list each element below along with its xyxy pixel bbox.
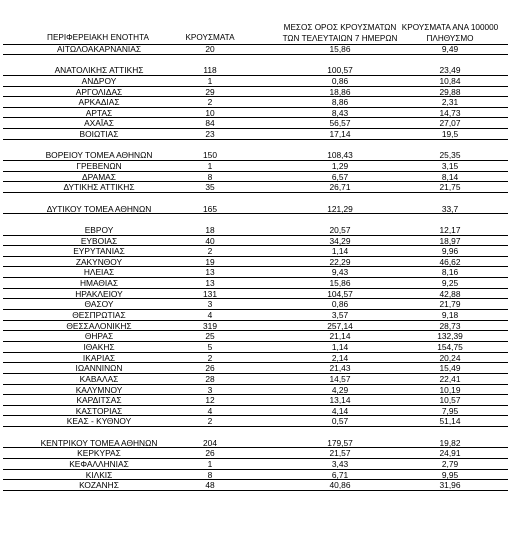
table-row (0, 416, 513, 427)
table-body (0, 44, 513, 491)
cases-cell: 29 (205, 86, 215, 97)
table-row (0, 448, 513, 459)
avg-cell: 15,86 (329, 278, 351, 289)
region-cell: ΔΥΤΙΚΗΣ ΑΤΤΙΚΗΣ (63, 182, 135, 193)
per-100000-cell: 21,79 (439, 299, 461, 310)
avg-cell: 3,43 (331, 458, 349, 469)
avg-cell: 26,71 (329, 182, 351, 193)
avg-cell: 179,57 (327, 437, 353, 448)
avg-cell: 21,43 (329, 363, 351, 374)
cases-cell: 48 (205, 480, 215, 491)
per-100000-cell: 42,88 (439, 288, 461, 299)
cases-cell: 8 (207, 171, 213, 182)
cases-cell: 8 (207, 469, 213, 480)
avg-cell: 22,29 (329, 256, 351, 267)
cases-cell: 2 (207, 246, 213, 257)
table-row (0, 353, 513, 364)
avg-cell: 15,86 (329, 44, 351, 54)
table-row (0, 204, 513, 215)
per-100000-cell: 18,97 (439, 235, 461, 246)
per-100000-cell: 2,79 (441, 458, 459, 469)
region-cell: ΚΕΑΣ - ΚΥΘΝΟΥ (66, 416, 132, 427)
region-cell: ΔΡΑΜΑΣ (82, 171, 116, 182)
table-row (0, 310, 513, 321)
per-100000-cell: 46,62 (439, 256, 461, 267)
region-cell: ΚΑΛΥΜΝΟΥ (75, 384, 123, 395)
region-cell: ΒΟΙΩΤΙΑΣ (79, 129, 119, 140)
per-100000-cell: 132,39 (437, 331, 463, 342)
table-row (0, 236, 513, 247)
per-100000-cell: 19,5 (441, 129, 459, 140)
header-cases-per-100000: ΚΡΟΥΣΜΑΤΑ ΑΝΑ 100000 ΠΛΗΘΥΣΜΟ (401, 23, 499, 43)
per-100000-cell: 14,73 (439, 107, 461, 118)
per-100000-cell: 10,57 (439, 395, 461, 406)
per-100000-cell: 33,7 (441, 203, 459, 214)
region-cell: ΚΑΡΔΙΤΣΑΣ (76, 395, 122, 406)
avg-cell: 34,29 (329, 235, 351, 246)
cases-cell: 1 (207, 75, 213, 86)
per-100000-cell: 29,88 (439, 86, 461, 97)
cases-cell: 25 (205, 331, 215, 342)
table-row (0, 363, 513, 374)
table-row (0, 331, 513, 342)
cases-cell: 10 (205, 107, 215, 118)
per-100000-cell: 3,15 (441, 161, 459, 172)
region-cell: ΗΛΕΙΑΣ (83, 267, 115, 278)
avg-cell: 100,57 (327, 65, 353, 76)
per-100000-cell: 22,41 (439, 373, 461, 384)
table-row (0, 257, 513, 268)
per-100000-cell: 24,91 (439, 448, 461, 459)
cases-cell: 2 (207, 97, 213, 108)
region-cell: ΗΡΑΚΛΕΙΟΥ (75, 288, 123, 299)
region-cell: ΒΟΡΕΙΟΥ ΤΟΜΕΑ ΑΘΗΝΩΝ (45, 150, 153, 161)
per-100000-cell: 8,14 (441, 171, 459, 182)
table-row (0, 129, 513, 140)
table-row (0, 76, 513, 87)
avg-cell: 6,71 (331, 469, 349, 480)
avg-cell: 1,14 (331, 246, 349, 257)
cases-cell: 40 (205, 235, 215, 246)
cases-cell: 150 (203, 150, 217, 161)
avg-cell: 1,29 (331, 161, 349, 172)
region-cell: ΚΙΛΚΙΣ (85, 469, 113, 480)
region-cell: ΘΕΣΠΡΩΤΙΑΣ (72, 310, 126, 321)
region-cell: ΕΥΒΟΙΑΣ (80, 235, 118, 246)
per-100000-cell: 51,14 (439, 416, 461, 427)
avg-cell: 14,57 (329, 373, 351, 384)
table-row (0, 172, 513, 183)
avg-cell: 18,86 (329, 86, 351, 97)
avg-cell: 3,57 (331, 310, 349, 321)
avg-cell: 8,43 (331, 107, 349, 118)
header-cases: ΚΡΟΥΣΜΑΤΑ (185, 33, 235, 42)
region-cell: ΕΥΡΥΤΑΝΙΑΣ (73, 246, 125, 257)
region-cell: ΑΡΚΑΔΙΑΣ (78, 97, 120, 108)
per-100000-cell: 28,73 (439, 320, 461, 331)
per-100000-cell: 9,96 (441, 246, 459, 257)
cases-cell: 2 (207, 352, 213, 363)
avg-cell: 8,86 (331, 97, 349, 108)
region-cell: ΘΑΣΟΥ (84, 299, 114, 310)
table-row (0, 267, 513, 278)
per-100000-cell: 9,49 (441, 44, 459, 54)
table-row (0, 459, 513, 470)
cases-cell: 204 (203, 437, 217, 448)
avg-cell: 21,57 (329, 448, 351, 459)
region-cell: ΑΡΤΑΣ (85, 107, 113, 118)
per-100000-cell: 19,82 (439, 437, 461, 448)
cases-cell: 84 (205, 118, 215, 129)
avg-cell: 0,86 (331, 75, 349, 86)
cases-cell: 3 (207, 384, 213, 395)
header-avg-7-days: ΜΕΣΟΣ ΟΡΟΣ ΚΡΟΥΣΜΑΤΩΝ ΤΩΝ ΤΕΛΕΥΤΑΙΩΝ 7 ΗΜΕΡΩΝ (282, 23, 398, 43)
region-cell: ΖΑΚΥΝΘΟΥ (75, 256, 123, 267)
region-cell: ΚΕΦΑΛΛΗΝΙΑΣ (69, 458, 129, 469)
avg-cell: 108,43 (327, 150, 353, 161)
cases-cell: 19 (205, 256, 215, 267)
per-100000-cell: 10,84 (439, 75, 461, 86)
table-row (0, 150, 513, 161)
avg-cell: 2,14 (331, 352, 349, 363)
table-row (0, 480, 513, 491)
per-100000-cell: 2,31 (441, 97, 459, 108)
header-region: ΠΕΡΙΦΕΡΕΙΑΚΗ ΕΝΟΤΗΤΑ (47, 33, 149, 42)
per-100000-cell: 21,75 (439, 182, 461, 193)
table-row (0, 385, 513, 396)
region-cell: ΓΡΕΒΕΝΩΝ (76, 161, 122, 172)
table-row (0, 438, 513, 449)
avg-cell: 4,14 (331, 405, 349, 416)
region-cell: ΙΩΑΝΝΙΝΩΝ (75, 363, 123, 374)
avg-cell: 17,14 (329, 129, 351, 140)
spacer-row (0, 193, 513, 204)
per-100000-cell: 20,24 (439, 352, 461, 363)
table-row (0, 108, 513, 119)
per-100000-cell: 154,75 (437, 341, 463, 352)
per-100000-cell: 12,17 (439, 224, 461, 235)
avg-cell: 1,14 (331, 341, 349, 352)
avg-cell: 0,86 (331, 299, 349, 310)
region-cell: ΑΝΑΤΟΛΙΚΗΣ ΑΤΤΙΚΗΣ (54, 65, 144, 76)
cases-cell: 5 (207, 341, 213, 352)
spacer-row (0, 427, 513, 438)
table-row (0, 225, 513, 236)
table-row (0, 161, 513, 172)
region-cell: ΙΚΑΡΙΑΣ (82, 352, 116, 363)
table-row (0, 182, 513, 193)
avg-cell: 121,29 (327, 203, 353, 214)
region-cell: ΚΑΣΤΟΡΙΑΣ (75, 405, 123, 416)
table-row (0, 342, 513, 353)
cases-cell: 4 (207, 310, 213, 321)
region-cell: ΚΟΖΑΝΗΣ (79, 480, 119, 491)
cases-cell: 4 (207, 405, 213, 416)
table-row (0, 470, 513, 481)
region-cell: ΚΕΝΤΡΙΚΟΥ ΤΟΜΕΑ ΑΘΗΝΩΝ (40, 437, 158, 448)
cases-cell: 2 (207, 416, 213, 427)
table-row (0, 246, 513, 257)
table-row (0, 278, 513, 289)
table-row (0, 406, 513, 417)
cases-cell: 165 (203, 203, 217, 214)
per-100000-cell: 9,25 (441, 278, 459, 289)
table-row (0, 299, 513, 310)
avg-cell: 0,57 (331, 416, 349, 427)
region-cell: ΑΧΑΪΑΣ (84, 118, 114, 129)
avg-cell: 9,43 (331, 267, 349, 278)
per-100000-cell: 9,18 (441, 310, 459, 321)
cases-cell: 131 (203, 288, 217, 299)
avg-cell: 4,29 (331, 384, 349, 395)
cases-cell: 13 (205, 278, 215, 289)
region-cell: ΑΙΤΩΛΟΑΚΑΡΝΑΝΙΑΣ (56, 44, 142, 54)
cases-cell: 13 (205, 267, 215, 278)
spacer-row (0, 214, 513, 225)
table-row (0, 321, 513, 332)
cases-cell: 3 (207, 299, 213, 310)
cases-cell: 26 (205, 448, 215, 459)
region-cell: ΘΗΡΑΣ (84, 331, 114, 342)
avg-cell: 6,57 (331, 171, 349, 182)
region-cell: ΘΕΣΣΑΛΟΝΙΚΗΣ (66, 320, 132, 331)
row-rule-left (3, 490, 508, 491)
avg-cell: 21,14 (329, 331, 351, 342)
avg-cell: 257,14 (327, 320, 353, 331)
table-row (0, 87, 513, 98)
cases-cell: 18 (205, 224, 215, 235)
region-cell: ΚΑΒΑΛΑΣ (79, 373, 119, 384)
per-100000-cell: 25,35 (439, 150, 461, 161)
cases-cell: 35 (205, 182, 215, 193)
table-row (0, 118, 513, 129)
per-100000-cell: 7,95 (441, 405, 459, 416)
cases-cell: 28 (205, 373, 215, 384)
region-cell: ΕΒΡΟΥ (84, 224, 114, 235)
per-100000-cell: 15,49 (439, 363, 461, 374)
cases-cell: 23 (205, 129, 215, 140)
table-row (0, 97, 513, 108)
cases-cell: 20 (205, 44, 215, 54)
cases-cell: 26 (205, 363, 215, 374)
table-row (0, 289, 513, 300)
table-row (0, 44, 513, 55)
spacer-row (0, 55, 513, 66)
per-100000-cell: 23,49 (439, 65, 461, 76)
avg-cell: 56,57 (329, 118, 351, 129)
per-100000-cell: 27,07 (439, 118, 461, 129)
region-cell: ΙΘΑΚΗΣ (83, 341, 115, 352)
region-cell: ΔΥΤΙΚΟΥ ΤΟΜΕΑ ΑΘΗΝΩΝ (46, 203, 152, 214)
cases-cell: 118 (203, 65, 217, 76)
cases-cell: 319 (203, 320, 217, 331)
per-100000-cell: 31,96 (439, 480, 461, 491)
table-row (0, 374, 513, 385)
region-cell: ΚΕΡΚΥΡΑΣ (77, 448, 121, 459)
per-100000-cell: 8,16 (441, 267, 459, 278)
cases-cell: 1 (207, 458, 213, 469)
region-cell: ΑΝΔΡΟΥ (81, 75, 117, 86)
per-100000-cell: 9,95 (441, 469, 459, 480)
spacer-row (0, 140, 513, 151)
cases-cell: 12 (205, 395, 215, 406)
region-cell: ΑΡΓΟΛΙΔΑΣ (75, 86, 123, 97)
table-row (0, 395, 513, 406)
avg-cell: 13,14 (329, 395, 351, 406)
avg-cell: 20,57 (329, 224, 351, 235)
avg-cell: 40,86 (329, 480, 351, 491)
avg-cell: 104,57 (327, 288, 353, 299)
per-100000-cell: 10,19 (439, 384, 461, 395)
cases-cell: 1 (207, 161, 213, 172)
region-cell: ΗΜΑΘΙΑΣ (79, 278, 119, 289)
table-row (0, 65, 513, 76)
